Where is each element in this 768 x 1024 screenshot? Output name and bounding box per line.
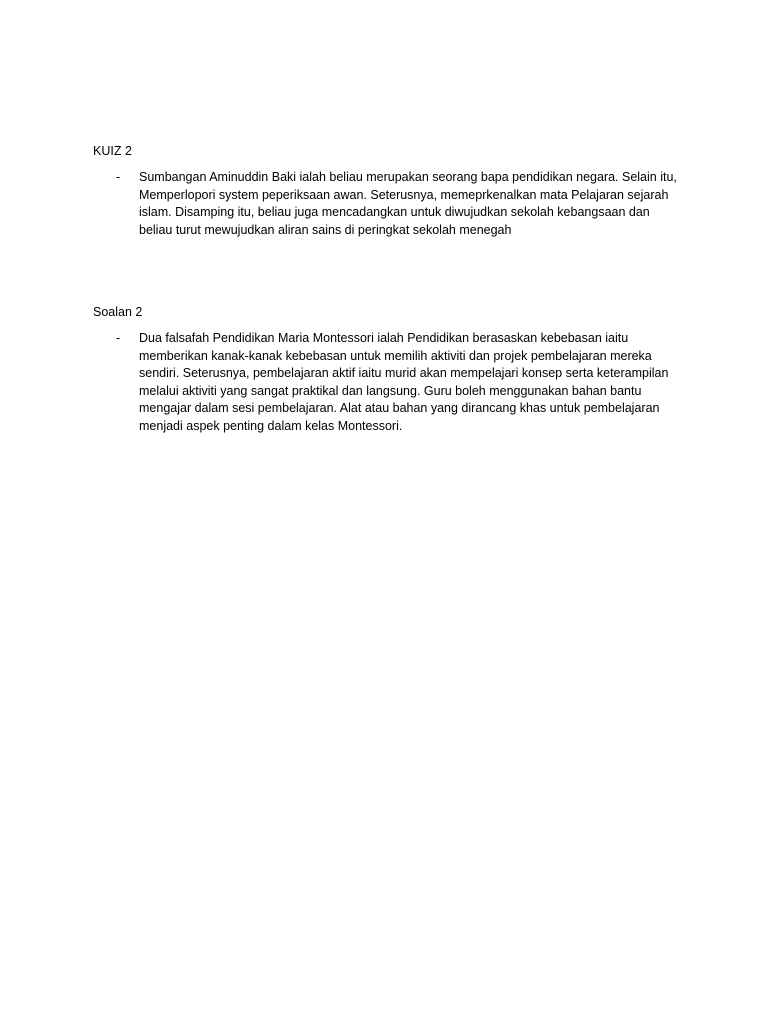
bullet-item [93, 169, 683, 239]
section-heading: Soalan 2 [93, 305, 143, 319]
section-kuiz-2 [93, 143, 683, 239]
bullet-text: Sumbangan Aminuddin Baki ialah beliau merupakan seorang bapa pendidikan negara. Selain itu, Memperlopori system peperiksaan awan. Seterusnya, memeprkenalkan mata Pelajaran sejarah islam. Disamping itu, beliau juga mencadangkan untuk diwujudkan sekolah kebangsaan dan beliau turut mewujudkan aliran sains di peringkat sekolah menegah [139, 170, 677, 237]
bullet-item [93, 330, 683, 436]
dash-bullet: - [116, 331, 121, 345]
dash-bullet: - [116, 170, 121, 184]
section-heading: KUIZ 2 [93, 144, 132, 158]
bullet-text: Dua falsafah Pendidikan Maria Montessori ialah Pendidikan berasaskan kebebasan iaitu memberikan kanak-kanak kebebasan untuk memilih aktiviti dan projek pembelajaran mereka sendiri. Seterusnya, pembelajaran aktif iaitu murid akan mempelajari konsep serta keterampilan melalui aktiviti yang sangat praktikal dan langsung. Guru boleh menggunakan bahan bantu mengajar dalam sesi pembelajaran. Alat atau bahan yang dirancang khas untuk pembelajaran menjadi aspek penting dalam kelas Montessori. [139, 331, 669, 433]
section-soalan-2 [93, 304, 683, 436]
